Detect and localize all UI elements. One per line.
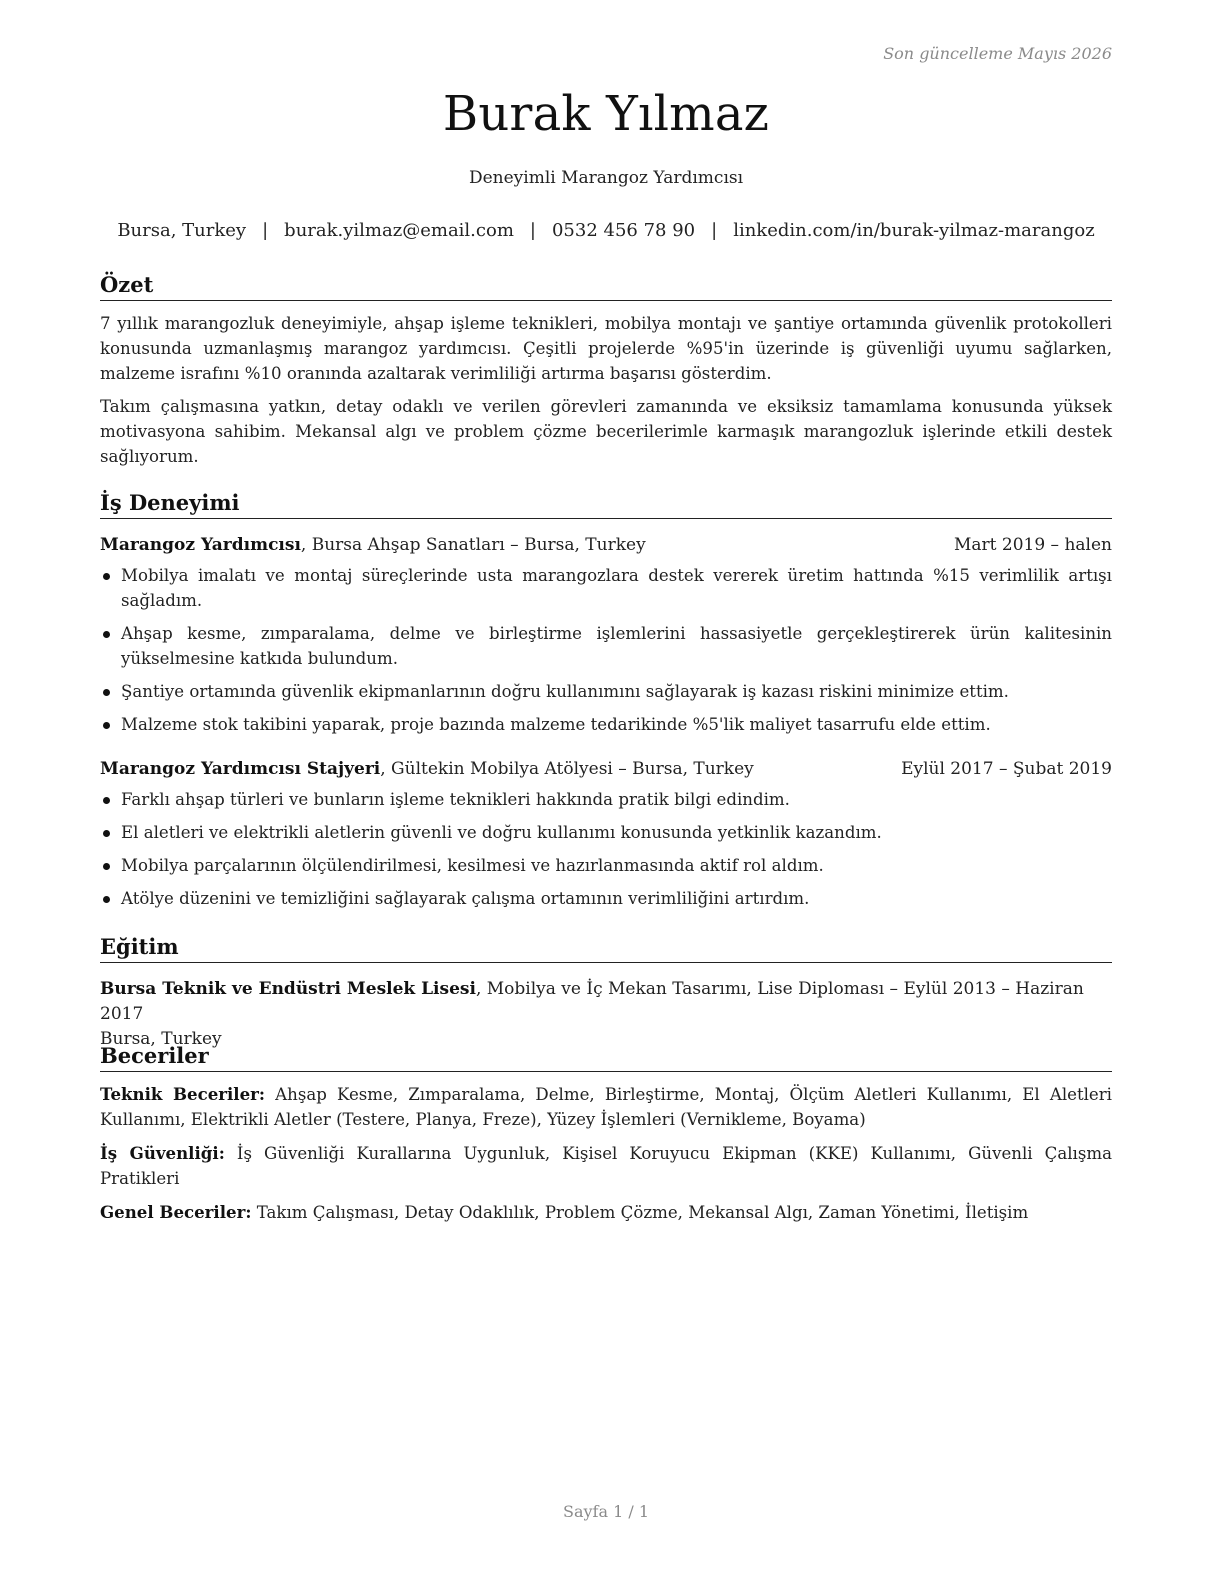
skill-label: Teknik Beceriler: xyxy=(100,1084,266,1104)
bullet-text: Atölye düzenini ve temizliğini sağlayarak çalışma ortamının verimliliğini artırdım. xyxy=(121,889,810,908)
list-item xyxy=(100,886,1112,911)
list-item xyxy=(100,621,1112,671)
summary-section xyxy=(100,272,1112,469)
job-dates: Mart 2019 – halen xyxy=(953,535,1112,555)
candidate-title: Deneyimli Marangoz Yardımcısı xyxy=(468,168,744,188)
bullet-icon xyxy=(103,896,110,903)
education-school-details xyxy=(100,977,1112,1027)
section-heading: İş Deneyimi xyxy=(100,490,1112,519)
contact-phone[interactable]: 0532 456 78 90 xyxy=(551,220,696,241)
education-location: Bursa, Turkey xyxy=(100,1029,222,1049)
resume-page xyxy=(100,0,1112,1584)
job-dates: Eylül 2017 – Şubat 2019 xyxy=(901,759,1112,779)
skill-line xyxy=(100,1200,1112,1225)
list-item xyxy=(100,563,1112,613)
skill-label: Genel Beceriler: xyxy=(100,1202,252,1222)
job-company: , Gültekin Mobilya Atölyesi – Bursa, Turkey xyxy=(380,759,754,779)
bullet-icon xyxy=(103,722,110,729)
bullet-icon xyxy=(103,689,110,696)
bullet-text: Farklı ahşap türleri ve bunların işleme teknikleri hakkında pratik bilgi edindim. xyxy=(121,790,790,809)
bullet-text: Mobilya imalatı ve montaj süreçlerinde usta marangozlara destek vererek üretim hattında %15 verimlilik artışı sağladım. xyxy=(121,566,1112,610)
job-role: Marangoz Yardımcısı Stajyeri xyxy=(100,759,381,779)
bullet-icon xyxy=(103,797,110,804)
skill-text: İş Güvenliği Kurallarına Uygunluk, Kişisel Koruyucu Ekipman (KKE) Kullanımı, Güvenli Çalışma Pratikleri xyxy=(100,1144,1112,1188)
bullet-icon xyxy=(103,631,110,638)
job-bullets xyxy=(100,563,1112,737)
bullet-icon xyxy=(103,573,110,580)
section-heading: Eğitim xyxy=(100,934,1112,963)
skill-line xyxy=(100,1082,1112,1132)
job-header xyxy=(100,757,1112,782)
skill-label: İş Güvenliği: xyxy=(100,1143,225,1163)
education-school: Bursa Teknik ve Endüstri Meslek Lisesi xyxy=(100,979,476,999)
list-item xyxy=(100,787,1112,812)
bullet-icon xyxy=(103,863,110,870)
bullet-text: Ahşap kesme, zımparalama, delme ve birleştirme işlemlerini hassasiyetle gerçekleştirerek ürün kalitesinin yükselmesine katkıda bulundum. xyxy=(121,624,1112,668)
list-item xyxy=(100,712,1112,737)
bullet-text: Şantiye ortamında güvenlik ekipmanlarının doğru kullanımını sağlayarak iş kazası riskini minimize ettim. xyxy=(121,682,1009,701)
contact-line xyxy=(100,220,1112,241)
contact-separator: | xyxy=(262,220,269,241)
candidate-name: Burak Yılmaz xyxy=(442,86,770,142)
bullet-icon xyxy=(103,830,110,837)
contact-location: Bursa, Turkey xyxy=(117,220,247,241)
last-updated-note: Son güncelleme Mayıs 2026 xyxy=(883,44,1112,63)
list-item xyxy=(100,820,1112,845)
job-role-company xyxy=(100,757,754,782)
job-role-company xyxy=(100,533,646,558)
summary-paragraph: 7 yıllık marangozluk deneyimiyle, ahşap işleme teknikleri, mobilya montajı ve şantiye ortamında güvenlik protokolleri konusunda uzmanlaşmış marangoz yardımcısı. Çeşitli projelerde %95'in üzerinde iş güvenliği uyumu sağlarken, malzeme israfını %10 oranında azaltarak verimliliği artırma başarısı gösterdim. xyxy=(100,314,1112,383)
job-company: , Bursa Ahşap Sanatları – Bursa, Turkey xyxy=(300,535,646,555)
skill-line xyxy=(100,1141,1112,1191)
contact-separator: | xyxy=(529,220,536,241)
job-bullets xyxy=(100,787,1112,911)
list-item xyxy=(100,679,1112,704)
education-section xyxy=(100,934,1112,1052)
contact-separator: | xyxy=(711,220,718,241)
education-details: , Mobilya ve İç Mekan Tasarımı, Lise Diploması – Eylül 2013 – Haziran 2017 xyxy=(100,979,1084,1024)
page-number: Sayfa 1 / 1 xyxy=(562,1502,649,1521)
section-heading: Özet xyxy=(100,272,1112,301)
experience-section xyxy=(100,490,1112,919)
section-heading: Beceriler xyxy=(100,1043,1112,1072)
contact-linkedin[interactable]: linkedin.com/in/burak-yilmaz-marangoz xyxy=(733,220,1095,241)
list-item xyxy=(100,853,1112,878)
bullet-text: El aletleri ve elektrikli aletlerin güvenli ve doğru kullanımı konusunda yetkinlik kazandım. xyxy=(121,823,882,842)
education-entry xyxy=(100,977,1112,1027)
bullet-text: Malzeme stok takibini yaparak, proje bazında malzeme tedarikinde %5'lik maliyet tasarrufu elde ettim. xyxy=(121,715,991,734)
bullet-text: Mobilya parçalarının ölçülendirilmesi, kesilmesi ve hazırlanmasında aktif rol aldım. xyxy=(121,856,824,875)
skill-text: Takım Çalışması, Detay Odaklılık, Problem Çözme, Mekansal Algı, Zaman Yönetimi, İletişim xyxy=(251,1203,1029,1222)
summary-paragraph: Takım çalışmasına yatkın, detay odaklı ve verilen görevleri zamanında ve eksiksiz tamamlama konusunda yüksek motivasyona sahibim. Mekansal algı ve problem çözme becerilerimle karmaşık marangozluk işlerinde etkili destek sağlıyorum. xyxy=(100,397,1112,466)
contact-email[interactable]: burak.yilmaz@email.com xyxy=(284,220,514,241)
skill-text: Ahşap Kesme, Zımparalama, Delme, Birleştirme, Montaj, Ölçüm Aletleri Kullanımı, El Aletleri Kullanımı, Elektrikli Aletler (Testere, Planya, Freze), Yüzey İşlemleri (Vernikleme, Boyama) xyxy=(100,1085,1112,1129)
skills-section xyxy=(100,1043,1112,1225)
job-role: Marangoz Yardımcısı xyxy=(100,535,301,555)
job-header xyxy=(100,533,1112,558)
